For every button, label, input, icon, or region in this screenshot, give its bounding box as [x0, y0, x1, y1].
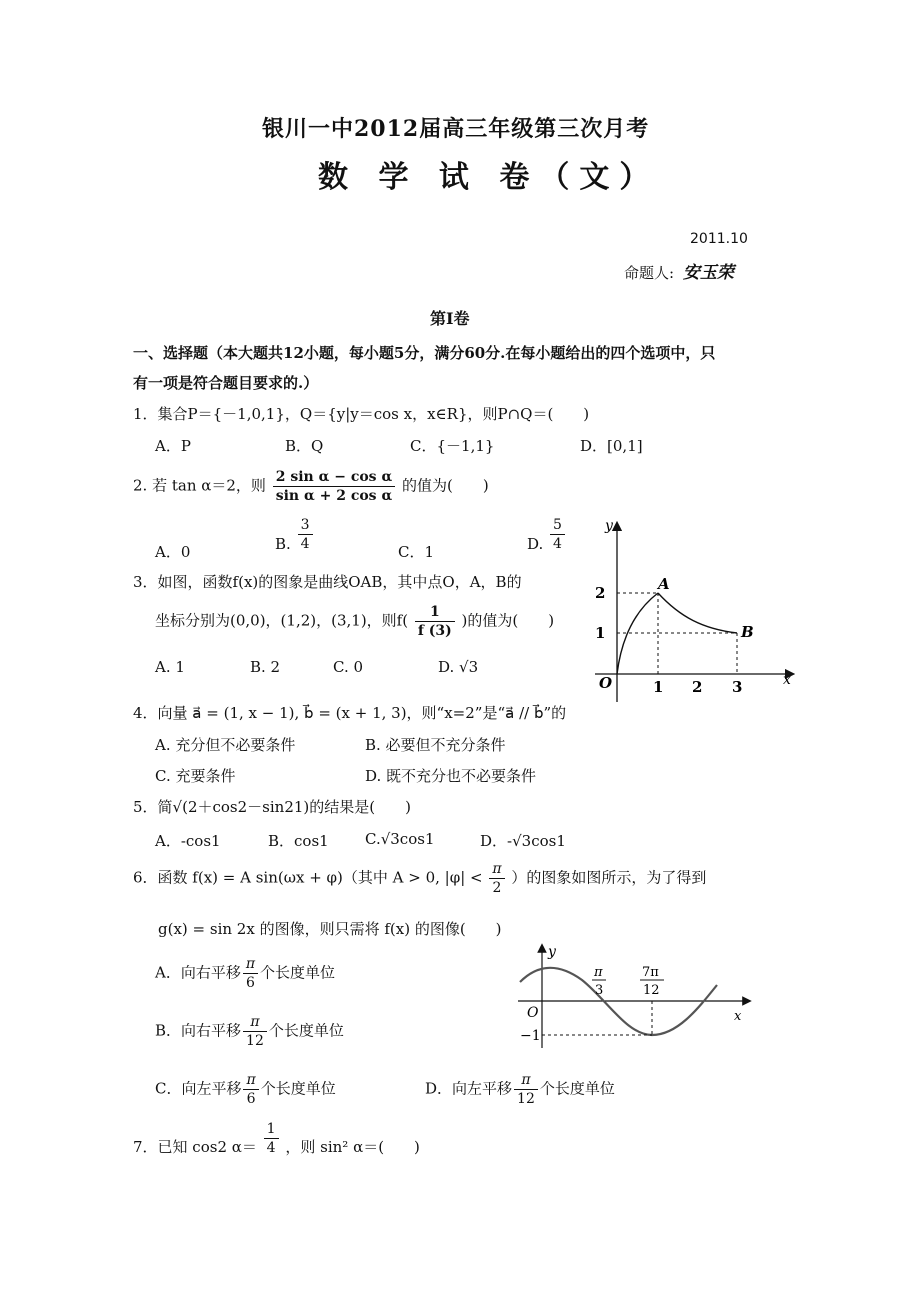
- graph-q6-origin: O: [527, 1005, 539, 1021]
- q2-option-d-den: 4: [553, 536, 562, 552]
- graph-q3-curve-ab: [658, 593, 737, 633]
- q7-fraction: [264, 1120, 279, 1157]
- q2-option-b: [275, 516, 315, 553]
- q7-pre: 7．已知 cos2 α＝: [133, 1138, 257, 1156]
- q3-line1: 3．如图，函数f(x)的图象是曲线OAB，其中点O，A，B的: [133, 573, 522, 591]
- q2-denominator: sin α + 2 cos α: [275, 488, 393, 504]
- q2-option-c: C．1: [398, 543, 435, 561]
- q1-option-b: B．Q: [285, 437, 324, 455]
- q3-fraction: [415, 603, 455, 640]
- exam-title: 数 学 试 卷（文）: [318, 160, 660, 195]
- q2-option-d: [527, 516, 567, 553]
- graph-q6-7pi12-den: 12: [643, 983, 660, 998]
- graph-q3-x-tick-1: 1: [653, 678, 664, 696]
- q6-line2: g(x) = sin 2x 的图像，则只需将 f(x) 的图像( ): [158, 920, 502, 938]
- q6-pi-num: π: [489, 860, 504, 879]
- q6-line1-pre: 6．函数 f(x) = A sin(ωx + φ)（其中 A > 0, |φ| <: [133, 868, 483, 887]
- q2-option-b-label: B.: [275, 535, 291, 553]
- q6-option-c-num: π: [243, 1071, 258, 1090]
- q6-option-a-pre: A．向右平移: [155, 963, 241, 982]
- graph-q6-pi3-num: π: [594, 965, 603, 980]
- q2-option-d-fraction: [550, 516, 565, 553]
- graph-q6-7pi12-num: 7π: [642, 965, 659, 980]
- graph-q3-x-label: x: [783, 672, 791, 688]
- q2-option-b-den: 4: [300, 536, 310, 552]
- q6-pi-over-2: [489, 860, 504, 897]
- author-name: 安玉荣: [682, 263, 734, 283]
- q2-fraction: [273, 468, 396, 505]
- graph-q3-y-tick-2: 2: [595, 584, 606, 602]
- q3-fraction-den: f (3): [417, 623, 452, 639]
- q4-stem: 4．向量 a⃗ = (1, x − 1), b⃗ = (x + 1, 3)，则“x=2”是“a⃗ // b⃗”的: [133, 704, 567, 722]
- q2-numerator: 2 sin α − cos α: [273, 468, 396, 487]
- q5-stem: 5．简√(2＋cos2－sin21)的结果是( ): [133, 798, 411, 816]
- graph-q6-y-label: y: [548, 944, 556, 960]
- q1-option-c: C．{－1,1}: [410, 437, 495, 455]
- q2-option-d-label: D.: [527, 535, 544, 553]
- q6-option-d-den: 12: [517, 1091, 535, 1107]
- graph-q3-point-a: A: [658, 575, 670, 593]
- q6-option-b: [155, 1013, 344, 1050]
- q6-option-d: [425, 1071, 615, 1108]
- q6-line1: [133, 860, 706, 897]
- q4-option-a: A. 充分但不必要条件: [155, 736, 296, 754]
- author: [624, 258, 734, 283]
- q6-pi-den: 2: [492, 880, 502, 896]
- graph-q6-pi3-den: 3: [595, 983, 604, 998]
- q2-option-b-num: 3: [298, 516, 313, 535]
- q6-option-c-pre: C．向左平移: [155, 1079, 242, 1098]
- q5-option-a: A．-cos1: [155, 832, 221, 850]
- graph-q6-x-label: x: [734, 1009, 742, 1024]
- q1-option-d: D．[0,1]: [580, 437, 643, 455]
- q6-option-c-fraction: [243, 1071, 258, 1108]
- graph-q3-x-tick-2: 2: [692, 678, 703, 696]
- q1-stem: 1．集合P＝{－1,0,1}，Q＝{y|y＝cos x，x∈R}，则P∩Q＝( ): [133, 405, 590, 423]
- q3-option-b: B. 2: [250, 658, 281, 676]
- q4-option-b: B. 必要但不充分条件: [365, 736, 506, 754]
- part1-instructions-1: 一、选择题（本大题共12小题，每小题5分，满分60分.在每小题给出的四个选项中，只: [133, 344, 716, 362]
- q6-option-c-post: 个长度单位: [260, 1079, 336, 1098]
- q2-pre: 2. 若 tan α＝2，则: [133, 476, 266, 495]
- q2-option-b-fraction: [298, 516, 313, 553]
- q6-option-b-den: 12: [246, 1033, 264, 1049]
- exam-date: 2011.10: [690, 231, 748, 247]
- q5-option-c: C.√3cos1: [365, 830, 435, 848]
- q7-post: ，则 sin² α＝( ): [285, 1138, 420, 1156]
- q5-option-b: B．cos1: [268, 832, 329, 850]
- q3-option-d: D. √3: [438, 658, 479, 676]
- q6-option-b-fraction: [243, 1013, 267, 1050]
- q6-option-a-post: 个长度单位: [260, 963, 336, 982]
- q6-option-d-fraction: [514, 1071, 538, 1108]
- q3-line2: [155, 603, 554, 640]
- q7-stem: [133, 1120, 420, 1157]
- q4-option-d: D. 既不充分也不必要条件: [365, 767, 537, 785]
- graph-q3-y-label: y: [605, 518, 613, 534]
- q3-line2-post: )的值为( ): [461, 611, 555, 630]
- part1-instructions-2: 有一项是符合题目要求的.）: [133, 374, 319, 392]
- volume-title: 第Ⅰ卷: [430, 309, 470, 328]
- q6-line1-post: ）的图象如图所示，为了得到: [511, 868, 707, 887]
- q6-option-a-den: 6: [245, 975, 255, 991]
- q6-option-b-post: 个长度单位: [268, 1021, 344, 1040]
- q6-option-c-den: 6: [246, 1091, 256, 1107]
- q7-num: 1: [264, 1120, 279, 1139]
- q2-stem: [133, 468, 489, 505]
- school-title: 银川一中2012届高三年级第三次月考: [262, 116, 650, 142]
- q3-fraction-num: 1: [415, 603, 455, 622]
- q2-post: 的值为( ): [402, 476, 489, 495]
- q6-option-b-pre: B．向右平移: [155, 1021, 242, 1040]
- graph-q3-point-b: B: [741, 623, 754, 641]
- graph-q3-y-tick-1: 1: [595, 624, 606, 642]
- q4-option-c: C. 充要条件: [155, 767, 236, 785]
- q7-den: 4: [266, 1140, 276, 1156]
- q1-option-a: A．P: [155, 437, 191, 455]
- graph-q6: [512, 940, 757, 1055]
- q6-option-a-fraction: [243, 955, 258, 992]
- q6-option-b-num: π: [243, 1013, 267, 1032]
- q5-option-d: D．-√3cos1: [480, 832, 566, 850]
- q3-option-c: C. 0: [333, 658, 364, 676]
- q6-option-d-pre: D．向左平移: [425, 1079, 513, 1098]
- q3-option-a: A. 1: [155, 658, 185, 676]
- graph-q3: [585, 512, 800, 710]
- graph-q3-x-tick-3: 3: [732, 678, 743, 696]
- q6-option-a: [155, 955, 335, 992]
- q6-option-d-post: 个长度单位: [539, 1079, 615, 1098]
- q2-option-d-num: 5: [550, 516, 565, 535]
- graph-q6-min-label: −1: [520, 1028, 541, 1044]
- q6-option-d-num: π: [514, 1071, 538, 1090]
- q6-option-c: [155, 1071, 336, 1108]
- q2-option-a: A．0: [155, 543, 191, 561]
- graph-q3-origin: O: [599, 674, 613, 692]
- author-label: 命题人:: [624, 264, 675, 282]
- q3-line2-pre: 坐标分别为(0,0)，(1,2)，(3,1)，则f(: [155, 611, 409, 630]
- q6-option-a-num: π: [243, 955, 258, 974]
